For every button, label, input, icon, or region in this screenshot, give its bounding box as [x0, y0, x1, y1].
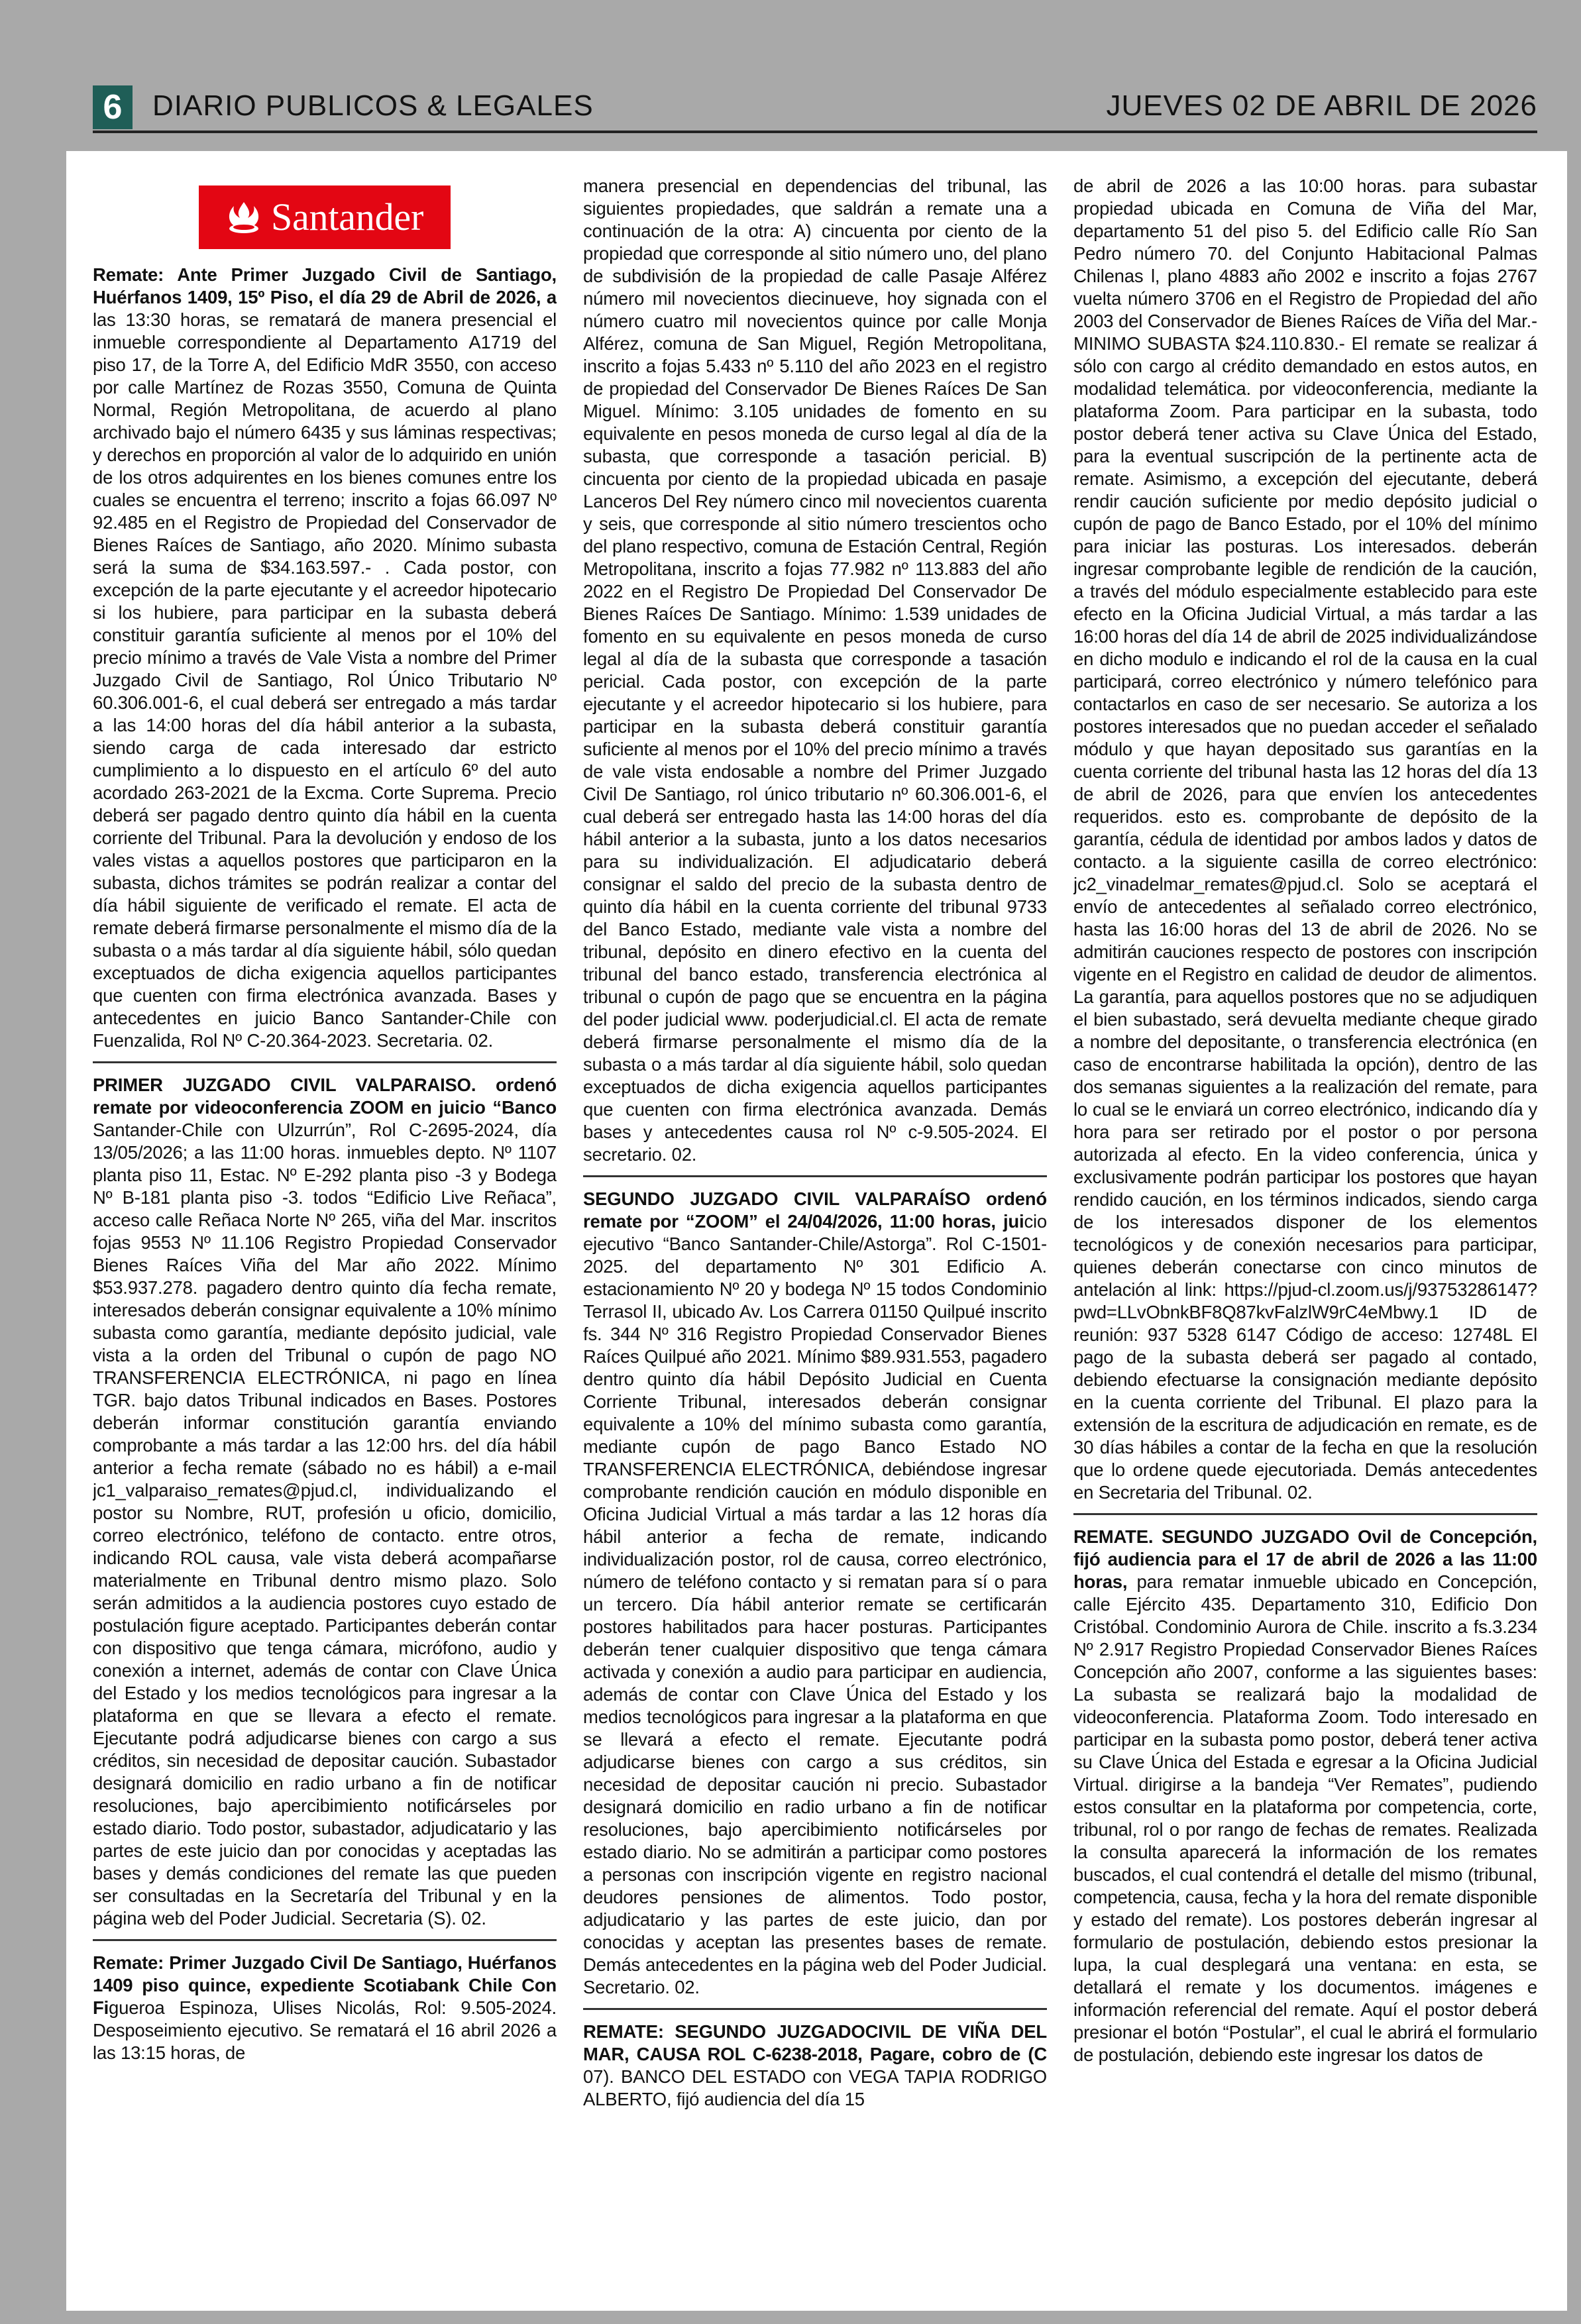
notice-segundo-juzgado-concepcion: [1073, 1526, 1537, 2066]
notice-body: 07). BANCO DEL ESTADO con VEGA TAPIA RODRIGO ALBERTO, fijó audiencia del día 15: [583, 2066, 1047, 2109]
notice-body: de abril de 2026 a las 10:00 horas. para subastar propiedad ubicada en Comuna de Viña del Mar, departamento 51 del piso 5. del Edificio calle Río San Pedro número 70. del Conjunto Habitacional Palmas Chilenas l, plano 4883 año 2002 e inscrito a fojas 2767 vuelta número 3706 en el Registro de Propiedad del año 2003 del Conservador de Bienes Raíces de Viña del Mar.- MINIMO SUBASTA $24.110.830.- El remate se realizar á sólo con cargo al crédito demandado en estos autos, en modalidad telemática. por videoconferencia, mediante la plataforma Zoom. Para participar en la subasta, todo postor deberá tener activa su Clave Única del Estado, para la eventual suscripción de la pertinente acta de remate. Asimismo, a excepción del ejecutante, deberá rendir caución suficiente por medio depósito judicial o cupón de pago de Banco Estado, por el 10% del mínimo para iniciar las posturas. Los interesados. deberán ingresar comprobante legible de rendición de la caución, a través del módulo especialmente establecido para este efecto en la Oficina Judicial Virtual, a más tardar a las 16:00 horas del día 14 de abril de 2025 individualizándose en dicho modulo e indicando el rol de la causa en la cual participará, correo electrónico y número telefónico para contactarlos en caso de ser necesario. Se autoriza a los postores interesados que no puedan acceder el señalado módulo y que hayan depositado sus garantías en la cuenta corriente del tribunal hasta las 12 horas del día 13 de abril de 2026, para que envíen los antecedentes requeridos. esto es. comprobante de depósito de la garantía, cédula de identidad por ambos lados y datos de contacto. a la siguiente casilla de correo electrónico: jc2_vinadelmar_remates@pjud.cl. Solo se aceptará el envío de antecedentes al señalado correo electrónico, hasta las 16:00 horas del 13 de abril de 2026. No se admitirán cauciones respecto de postores con inscripción vigente en el Registro en calidad de deudor de alimentos. La garantía, para aquellos postores que no se adjudiquen el bien subastado, será devuelta mediante cheque girado a nombre del depositante, o transferencia electrónica (en caso de encontrarse habilitada la opción), dentro de las dos semanas siguientes a la realización del remate, para lo cual se le enviará un correo electrónico, indicando día y hora para ser retirado por el postor o por persona autorizada al efecto. En la video conferencia, única y exclusivamente podrán participar los postores que hayan rendido caución, en los términos indicados, siendo carga de los interesados disponer de los elementos tecnológicos y de conexión necesarios para participar, quienes deberán conectarse con cinco minutos de antelación al link: https://pjud-cl.zoom.us/j/93753286147?pwd=LLvObnkBF8Q87kvFalzlW9rC4eMbwy.1 ID de reunión: 937 5328 6147 Código de acceso: 12748L El pago de la subasta deberá ser pagado al contado, debiendo efectuarse la consignación mediante depósito en la cuenta corriente del Tribunal. El plazo para la extensión de la escritura de adjudicación en remate, es de 30 días hábiles a contar de la fecha en que la resolución que lo ordene quede ejecutoriada. Demás antecedentes en Secretaria del Tribunal. 02.: [1073, 176, 1537, 1503]
notice-remate-scotiabank-cont: [583, 175, 1047, 1166]
divider: [583, 2008, 1047, 2010]
page-number: 6: [93, 85, 133, 129]
notice-body: las 13:30 horas, se rematará de manera presencial el inmueble correspondiente al Departamento A1719 del piso 17, de la Torre A, del Edificio MdR 3550, con acceso por calle Martínez de Rozas 3550, Comuna de Quinta Normal, Región Metropolitana, de acuerdo al plano archivado bajo el número 6435 y sus láminas respectivas; y derechos en proporción al valor de lo adquirido en unión de los otros adquirentes en los bienes comunes entre los cuales se encuentra el terreno; inscrito a fojas 66.097 Nº 92.485 en el Registro de Propiedad del Conservador de Bienes Raíces de Santiago, año 2020. Mínimo subasta será la suma de $34.163.597.- . Cada postor, con excepción de la parte ejecutante y el acreedor hipotecario si los hubiere, para participar en la subasta deberá constituir garantía suficiente al menos por el 10% del precio mínimo a través de Vale Vista a nombre del Primer Juzgado Civil de Santiago, Rol Único Tributario Nº 60.306.001-6, el cual deberá ser entregado a más tardar a las 14:00 horas del día hábil anterior a la subasta, siendo carga de cada interesado dar estricto cumplimiento a lo dispuesto en el artículo 6º del auto acordado 263-2021 de la Excma. Corte Suprema. Precio deberá ser pagado dentro quinto día hábil en la cuenta corriente del Tribunal. Para la devolución y endoso de los vales vistas a aquellos postores que participaron en la subasta, dichos trámites se podrán realizar a contar del día hábil siguiente de verificado el remate. El acta de remate deberá firmarse personalmente el mismo día de la subasta o a más tardar al día siguiente hábil, sólo quedan exceptuados de dicha exigencia aquellos participantes que cuenten con firma electrónica avanzada. Bases y antecedentes en juicio Banco Santander-Chile con Fuenzalida, Rol Nº C-20.364-2023. Secretaria. 02.: [93, 309, 557, 1051]
newspaper-page: [66, 151, 1567, 2311]
notice-body: para rematar inmueble ubicado en Concepción, calle Ejército 435. Departamento 310, Edificio Don Cristóbal. Condominio Aurora de Chile. inscrito a fs.3.234 Nº 2.917 Registro Propiedad Conservador Bienes Raíces Concepción año 2007, conforme a las siguientes bases: La subasta se realizará bajo la modalidad de videoconferencia. Plataforma Zoom. Todo interesado en participar en la subasta pomo postor, deberá tener activa su Clave Única del Estada e egresar a la Oficina Judicial Virtual. dirigirse a la bandeja “Ver Remates”, pudiendo estos consultar en la plataforma por competencia, corte, tribunal, rol o por rango de fechas de remates. Realizada la consulta aparecerá la información de los remates buscados, el cual contendrá el detalle del mismo (tribunal, competencia, causa, fecha y la hora del remate disponible y estado del remate). Los postores deberán ingresar al formulario de postulación, debiendo estos presionar la lupa, la cual desplegará una ventana: en esta, se detallará el remate y los documentos. imágenes e información referencial del remate. Aquí el postor deberá presionar el botón “Postular”, el cual le abrirá el formulario de postulación, debiendo este ingresar los datos de: [1073, 1571, 1537, 2065]
column-1: [93, 175, 557, 2295]
notice-remate-scotiabank: [93, 1952, 557, 2064]
notice-heading: Remate: Ante Primer Juzgado Civil de Santiago, Huérfanos 1409, 15º Piso, el día 29 de Abril de 2026, a: [93, 264, 557, 307]
notice-heading: REMATE: SEGUNDO JUZGADOCIVIL DE VIÑA DEL MAR, CAUSA ROL C-6238-2018, Pagare, cobro de (C: [583, 2021, 1047, 2064]
publication-title: DIARIO PUBLICOS & LEGALES: [152, 89, 594, 122]
notice-heading: REMATE. SEGUNDO JUZGADO Ovil de Concepción, fijó audiencia para el 17 de abril de 2026 a las 11:00 horas,: [1073, 1526, 1537, 1592]
santander-wordmark: Santander: [270, 195, 424, 238]
column-2: [583, 175, 1047, 2295]
divider: [1073, 1513, 1537, 1515]
column-3: [1073, 175, 1537, 2295]
notice-body: manera presencial en dependencias del tribunal, las siguientes propiedades, que saldrán a remate una a continuación de la otra: A) cincuenta por ciento de la propiedad que corresponde al sitio número uno, del plano de subdivisión de la propiedad de calle Pasaje Alférez número mil novecientos diecinueve, hoy signada con el número cuatro mil novecientos quince por calle Monja Alférez, comuna de San Miguel, Región Metropolitana, inscrito a fojas 5.433 nº 5.110 del año 2023 en el registro de propiedad del Conservador De Bienes Raíces De San Miguel. Mínimo: 3.105 unidades de fomento en su equivalente en pesos moneda de curso legal al día de la subasta, que corresponde a tasación pericial. B) cincuenta por ciento de la propiedad ubicada en pasaje Lanceros Del Rey número cinco mil novecientos cuarenta y seis, que corresponde al sitio número trescientos ocho del plano respectivo, comuna de Estación Central, Región Metropolitana, inscrito a fojas 77.982 nº 113.883 del año 2022 en el Registro De Propiedad Del Conservador De Bienes Raíces De Santiago. Mínimo: 1.539 unidades de fomento en su equivalente en pesos moneda de curso legal al día de la subasta que corresponde a tasación pericial. Cada postor, con excepción de la parte ejecutante y el acreedor hipotecario si los hubiere, para participar en la subasta deberá constituir garantía suficiente al menos por el 10% del precio mínimo a través de vale vista endosable a nombre del Primer Juzgado Civil De Santiago, rol único tributario nº 60.306.001-6, el cual deberá ser entregado hasta las 14:00 horas del día hábil anterior a la subasta, junto a los datos necesarios para su individualización. El adjudicatario deberá consignar el saldo del precio de la subasta dentro de quinto día hábil en la cuenta corriente del tribunal 9733 del Banco Estado, mediante vale vista a nombre del tribunal, depósito en dinero efectivo en la cuenta del tribunal del banco estado, transferencia electrónica al tribunal o cupón de pago que se encuentra en la página del poder judicial www. poderjudicial.cl. El acta de remate deberá firmarse personalmente el mismo día de la subasta o a más tardar al día siguiente hábil, solo quedan exceptuados de dicha exigencia aquellos participantes que cuenten con firma electrónica avanzada. Demás bases y antecedentes causa rol Nº c-9.505-2024. El secretario. 02.: [583, 176, 1047, 1165]
notice-heading: SEGUNDO JUZGADO CIVIL VALPARAÍSO ordenó remate por “ZOOM” el 24/04/2026, 11:00 horas, jui: [583, 1188, 1047, 1232]
notice-remate-santiago-1: [93, 264, 557, 1052]
notice-heading: PRIMER JUZGADO CIVIL VALPARAISO. ordenó remate por videoconferencia ZOOM en juicio “Banco: [93, 1075, 557, 1118]
notice-body: gueroa Espinoza, Ulises Nicolás, Rol: 9.505-2024. Desposeimiento ejecutivo. Se rematará el 16 abril 2026 a las 13:15 horas, de: [93, 1997, 557, 2063]
santander-flame-icon: [226, 199, 262, 235]
notice-segundo-juzgado-valparaiso: [583, 1188, 1047, 1999]
notice-primer-juzgado-valparaiso: [93, 1074, 557, 1930]
divider: [93, 1061, 557, 1063]
issue-date: JUEVES 02 DE ABRIL DE 2026: [1106, 89, 1537, 122]
divider: [583, 1175, 1047, 1177]
notice-body: Santander-Chile con Ulzurrún”, Rol C-2695-2024, día 13/05/2026; a las 11:00 horas. inmuebles depto. Nº 1107 planta piso 11, Estac. Nº E-292 planta piso -3 y Bodega Nº B-181 planta piso -3. todos “Edificio Live Reñaca”, acceso calle Reñaca Norte Nº 265, viña del Mar. inscritos fojas 9553 Nº 11.106 Registro Propiedad Conservador Bienes Raíces Viña del Mar año 2022. Mínimo $53.937.278. pagadero dentro quinto día fecha remate, interesados deberán consignar equivalente a 10% mínimo subasta como garantía, mediante depósito judicial, vale vista a la orden del Tribunal o cupón de pago NO TRANSFERENCIA ELECTRÓNICA, ni pago en línea TGR. bajo datos Tribunal indicados en Bases. Postores deberán informar constitución garantía enviando comprobante a más tardar a las 12:00 hrs. del día hábil anterior a fecha remate (sábado no es hábil) a e-mail jc1_valparaiso_remates@pjud.cl, individualizando el postor su Nombre, RUT, profesión u oficio, domicilio, correo electrónico, teléfono de contacto. entre otros, indicando ROL causa, vale vista deberá acompañarse materialmente en Tribunal dentro mismo plazo. Solo serán admitidos a la audiencia postores cuyo estado de postulación figure aceptado. Participantes deberán contar con dispositivo que tenga cámara, micrófono, audio y conexión a internet, además de contar con Clave Única del Estado y los medios tecnológicos para ingresar a la plataforma en que se llevara a efecto el remate. Ejecutante podrá adjudicarse bienes con cargo a sus créditos, sin necesidad de depositar caución. Subastador designará domicilio en radio urbano a fin de notificar resoluciones, bajo apercibimiento notificárseles por estado diario. Todo postor, subastador, adjudicatario y las partes de este juicio dan por conocidas y aceptadas las bases y demás condiciones del remate las que pueden ser consultadas en la Secretaría del Tribunal y en la página web del Poder Judicial. Secretaria (S). 02.: [93, 1120, 557, 1928]
notice-segundo-juzgado-vina: [583, 2021, 1047, 2111]
page-header: [93, 83, 1537, 133]
notice-segundo-juzgado-vina-cont: [1073, 175, 1537, 1504]
notice-body: cio ejecutivo “Banco Santander-Chile/Astorga”. Rol C-1501-2025. del departamento Nº 301 Edificio A. estacionamiento Nº 20 y bodega Nº 15 todos Condominio Terrasol II, ubicado Av. Los Carrera 01150 Quilpué inscrito fs. 344 Nº 316 Registro Propiedad Conservador Bienes Raíces Quilpué año 2021. Mínimo $89.931.553, pagadero dentro quinto día hábil Depósito Judicial en Cuenta Corriente Tribunal, interesados deberán consignar equivalente a 10% del mínimo subasta como garantía, mediante cupón de pago Banco Estado NO TRANSFERENCIA ELECTRÓNICA, debiéndose ingresar comprobante rendición caución en módulo disponible en Oficina Judicial Virtual a más tardar a las 12 horas día hábil anterior a fecha de remate, indicando individualización postor, rol de causa, correo electrónico, número de teléfono contacto y si rematan para sí o para un tercero. Día hábil anterior remate se certificarán postores habilitados para hacer posturas. Participantes deberán tener cualquier dispositivo que tenga cámara activada y conexión a audio para participar en audiencia, además de contar con Clave Única del Estado y los medios tecnológicos para ingresar a la plataforma en que se llevará a efecto el remate. Ejecutante podrá adjudicarse bienes con cargo a sus créditos, sin necesidad de depositar caución ni precio. Subastador designará domicilio en radio urbano a fin de notificar resoluciones, bajo apercibimiento notificárseles por estado diario. No se admitirán a participar como postores a personas con inscripción vigente en registro nacional deudores pensiones de alimentos. Todo postor, adjudicatario y las partes de este juicio, dan por conocidas y aceptan las presentes bases de remate. Demás antecedentes en la página web del Poder Judicial. Secretario. 02.: [583, 1211, 1047, 1997]
notice-heading: Remate: Primer Juzgado Civil De Santiago, Huérfanos 1409 piso quince, expediente Scotiabank Chile Con Fi: [93, 1952, 557, 2018]
divider: [93, 1939, 557, 1941]
santander-logo: [199, 185, 451, 249]
